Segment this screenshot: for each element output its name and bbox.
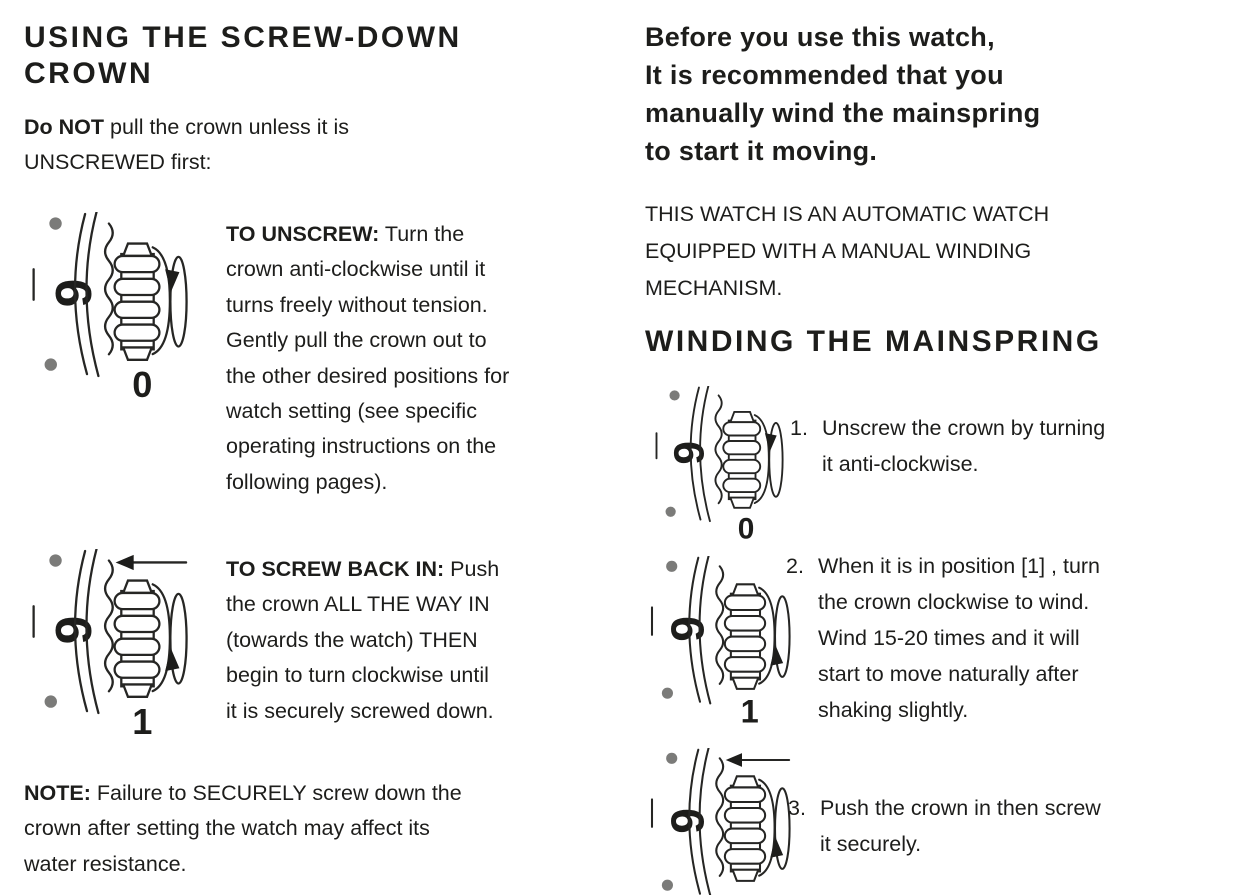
bold-lead: TO SCREW BACK IN: bbox=[226, 557, 445, 581]
pre-title bbox=[645, 18, 1040, 170]
step-number: 3. bbox=[788, 796, 806, 820]
watch-case-icon bbox=[34, 549, 113, 713]
crown-diagram-step1 bbox=[650, 386, 784, 540]
text-line: crown anti-clockwise until it bbox=[226, 257, 486, 282]
crown-position-label: 1 bbox=[740, 693, 759, 724]
crown-position-label: 0 bbox=[737, 512, 755, 540]
step-number: 2. bbox=[786, 554, 804, 578]
text-line bbox=[24, 776, 462, 811]
rotation-arrow-icon bbox=[765, 423, 783, 497]
text-line: operating instructions on the bbox=[226, 434, 497, 459]
intro-paragraph bbox=[24, 110, 349, 181]
text-line: it anti-clockwise. bbox=[822, 452, 979, 476]
rotation-arrow-icon bbox=[165, 594, 186, 684]
text-line: the crown ALL THE WAY IN bbox=[226, 592, 490, 617]
text-line: (towards the watch) THEN bbox=[226, 627, 478, 652]
text-line: EQUIPPED WITH A MANUAL WINDING bbox=[645, 239, 1032, 263]
step-1 bbox=[790, 410, 1105, 482]
step-3 bbox=[788, 790, 1101, 862]
text-line: Push the crown in then screw bbox=[820, 796, 1101, 820]
crown-position-label: 0 bbox=[132, 363, 153, 399]
text-run: pull the crown unless it is bbox=[104, 115, 350, 139]
step-number: 1. bbox=[790, 416, 808, 440]
text-line: it securely. bbox=[820, 832, 922, 856]
watch-case-icon bbox=[652, 748, 723, 895]
text-line: When it is in position [1] , turn bbox=[818, 554, 1101, 578]
step-text bbox=[820, 790, 1101, 862]
text-line: MECHANISM. bbox=[645, 276, 783, 300]
text-line: the crown clockwise to wind. bbox=[818, 590, 1090, 614]
watch-case-icon bbox=[652, 556, 723, 703]
text-line bbox=[226, 217, 509, 252]
text-line: Wind 15-20 times and it will bbox=[818, 626, 1080, 650]
crown-diagram-step2 bbox=[645, 556, 791, 724]
crown-diagram-screw-back bbox=[26, 549, 188, 736]
text-line: start to move naturally after bbox=[818, 662, 1079, 686]
crown-icon bbox=[115, 244, 170, 360]
screw-back-paragraph bbox=[226, 552, 499, 729]
crown-diagram-unscrew bbox=[26, 212, 188, 399]
crown-icon bbox=[725, 584, 775, 689]
text-line: following pages). bbox=[226, 469, 388, 494]
text-line: it is securely screwed down. bbox=[226, 698, 494, 723]
text-run: Push bbox=[444, 557, 500, 581]
watch-case-icon bbox=[34, 212, 113, 376]
crown-icon bbox=[725, 776, 775, 881]
text-line: shaking slightly. bbox=[818, 698, 969, 722]
text-line: UNSCREWED first: bbox=[24, 150, 212, 175]
title-line: to start it moving. bbox=[645, 136, 878, 166]
dial-numeral: 9 bbox=[661, 615, 714, 642]
title-line: It is recommended that you bbox=[645, 60, 1004, 90]
title-line: CROWN bbox=[24, 57, 154, 90]
text-line: turns freely without tension. bbox=[226, 292, 488, 317]
rotation-arrow-icon bbox=[165, 257, 186, 347]
text-line: THIS WATCH IS AN AUTOMATIC WATCH bbox=[645, 202, 1050, 226]
dial-numeral: 9 bbox=[661, 807, 714, 834]
dial-numeral: 9 bbox=[665, 440, 713, 465]
text-line: water resistance. bbox=[24, 851, 187, 876]
title-line: Before you use this watch, bbox=[645, 22, 995, 52]
text-line bbox=[226, 552, 499, 587]
step-2 bbox=[786, 548, 1100, 728]
step-text bbox=[822, 410, 1105, 482]
dial-numeral: 9 bbox=[43, 278, 102, 308]
section-title-winding: WINDING THE MAINSPRING bbox=[645, 325, 1102, 358]
crown-icon bbox=[115, 581, 170, 697]
text-line: begin to turn clockwise until bbox=[226, 663, 489, 688]
crown-position-label: 1 bbox=[132, 700, 153, 736]
text-line bbox=[24, 110, 349, 145]
bold-lead: NOTE: bbox=[24, 781, 91, 805]
title-line: manually wind the mainspring bbox=[645, 98, 1041, 128]
push-arrow-icon bbox=[726, 753, 789, 767]
push-arrow-icon bbox=[116, 555, 187, 570]
note-paragraph bbox=[24, 776, 462, 882]
watch-case-icon bbox=[657, 386, 722, 521]
crown-icon bbox=[723, 412, 769, 508]
section-title-using-crown bbox=[24, 20, 462, 92]
rotation-arrow-icon bbox=[770, 788, 789, 869]
text-run: Turn the bbox=[379, 222, 465, 246]
bold-lead: TO UNSCREW: bbox=[226, 222, 380, 246]
text-line: crown after setting the watch may affect its bbox=[24, 816, 430, 841]
text-run: Failure to SECURELY screw down the bbox=[90, 781, 462, 805]
bold-lead: Do NOT bbox=[24, 115, 105, 139]
title-line: USING THE SCREW-DOWN bbox=[24, 21, 462, 54]
automatic-watch-paragraph bbox=[645, 196, 1049, 307]
crown-diagram-step3 bbox=[645, 748, 791, 895]
dial-numeral: 9 bbox=[43, 615, 102, 645]
step-text bbox=[818, 548, 1100, 728]
unscrew-paragraph bbox=[226, 217, 509, 500]
text-line: watch setting (see specific bbox=[226, 399, 477, 424]
text-line: the other desired positions for bbox=[226, 363, 510, 388]
text-line: Unscrew the crown by turning bbox=[822, 416, 1106, 440]
text-line: Gently pull the crown out to bbox=[226, 328, 487, 353]
